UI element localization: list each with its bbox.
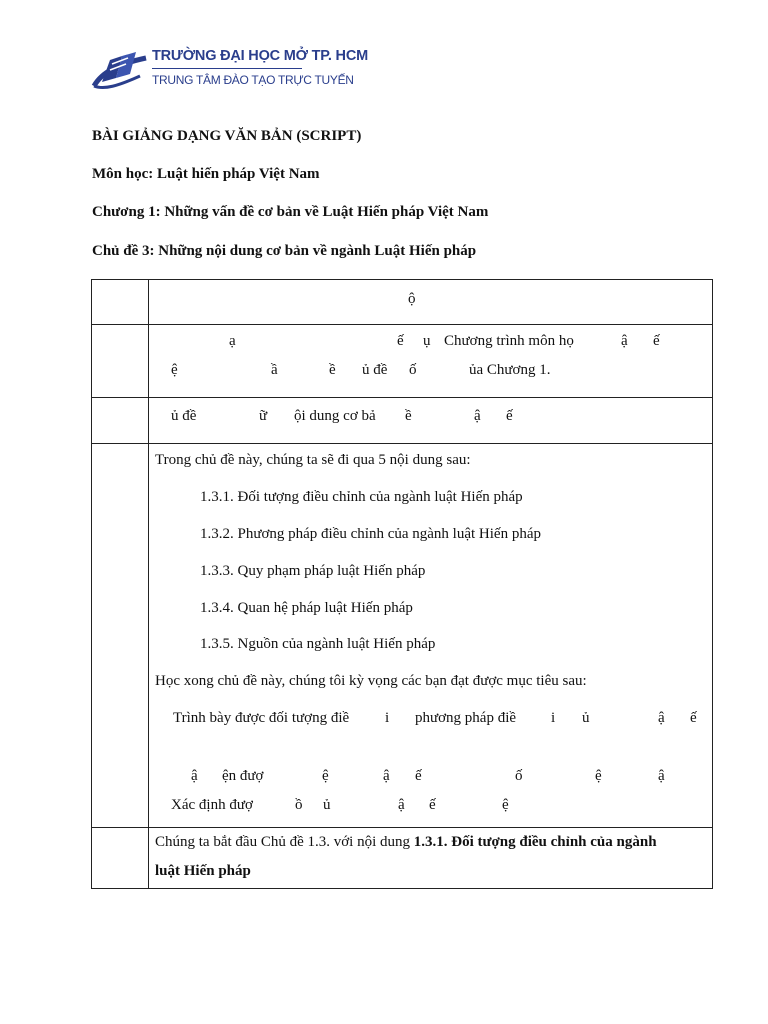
- table-cell-label: [92, 828, 149, 889]
- text-fragment: ậ: [191, 768, 198, 784]
- text-fragment: ậ: [383, 768, 390, 784]
- text-fragment: ề: [405, 408, 412, 424]
- table-cell-content: [149, 325, 713, 398]
- text-fragment: ện đượ: [222, 768, 264, 784]
- text-fragment: ệ: [322, 768, 329, 784]
- start-text: [155, 834, 657, 851]
- table-cell-label: [92, 444, 149, 828]
- text-fragment: ủ đề: [171, 408, 197, 424]
- intro-text: Trong chủ đề này, chúng ta sẽ đi qua 5 nội dung sau:: [155, 452, 471, 468]
- text-fragment: ộ: [408, 291, 416, 307]
- text-fragment: ế: [653, 333, 660, 349]
- goals-intro-text: Học xong chủ đề này, chúng tôi kỳ vọng các bạn đạt được mục tiêu sau:: [155, 673, 587, 689]
- list-item: 1.3.3. Quy phạm pháp luật Hiến pháp: [200, 563, 426, 579]
- text-fragment: ậ: [658, 710, 665, 726]
- text-fragment: ồ: [295, 797, 303, 813]
- text-fragment: Trình bày được đối tượng điề: [173, 710, 350, 726]
- table-cell-content: [149, 280, 713, 325]
- list-item: 1.3.2. Phương pháp điều chỉnh của ngành luật Hiến pháp: [200, 526, 541, 542]
- table-cell-label: [92, 398, 149, 444]
- text-fragment: ệ: [171, 362, 178, 378]
- text-fragment: ố: [409, 362, 417, 378]
- text-fragment: ề: [329, 362, 336, 378]
- text-fragment: Xác định đượ: [171, 797, 253, 813]
- text-fragment: ậ: [474, 408, 481, 424]
- table-row: [92, 280, 713, 325]
- text-fragment: ụ: [423, 333, 431, 349]
- table-row: [92, 828, 713, 889]
- list-item: 1.3.4. Quan hệ pháp luật Hiến pháp: [200, 600, 413, 616]
- text-fragment: Chương trình môn họ: [444, 333, 574, 349]
- table-cell-label: [92, 325, 149, 398]
- logo-university-name: TRƯỜNG ĐẠI HỌC MỞ TP. HCM: [152, 48, 368, 64]
- table-cell-content: [149, 398, 713, 444]
- start-text-bold-continued: luật Hiến pháp: [155, 863, 251, 879]
- text-fragment: ế: [690, 710, 697, 726]
- start-text-continued: [155, 863, 251, 880]
- logo-center-name: TRUNG TÂM ĐÀO TẠO TRỰC TUYẾN: [152, 73, 354, 87]
- text-fragment: ệ: [502, 797, 509, 813]
- text-fragment: ậ: [658, 768, 665, 784]
- table-row: [92, 398, 713, 444]
- list-item: 1.3.5. Nguồn của ngành luật Hiến pháp: [200, 636, 436, 652]
- text-fragment: ầ: [271, 362, 278, 378]
- text-fragment: ậ: [621, 333, 628, 349]
- start-text-plain: Chúng ta bắt đầu Chủ đề 1.3. với nội dung: [155, 834, 414, 850]
- chapter-heading: Chương 1: Những vấn đề cơ bản về Luật Hiến pháp Việt Nam: [92, 204, 489, 220]
- text-fragment: ế: [429, 797, 436, 813]
- text-fragment: ệ: [595, 768, 602, 784]
- text-fragment: ữ: [259, 408, 268, 424]
- text-fragment: ội dung cơ bả: [294, 408, 376, 424]
- table-row: [92, 444, 713, 828]
- text-fragment: ủ: [323, 797, 331, 813]
- table-cell-label: [92, 280, 149, 325]
- text-fragment: ế: [506, 408, 513, 424]
- text-fragment: i: [551, 710, 556, 726]
- text-fragment: i: [385, 710, 390, 726]
- text-fragment: ủa Chương 1.: [469, 362, 551, 378]
- text-fragment: ủ đề: [362, 362, 388, 378]
- start-text-bold: 1.3.1. Đối tượng điều chỉnh của ngành: [413, 834, 657, 850]
- text-fragment: phương pháp điề: [415, 710, 517, 726]
- document-title: BÀI GIẢNG DẠNG VĂN BẢN (SCRIPT): [92, 128, 362, 144]
- table-cell-content: [149, 828, 713, 889]
- book-logo-icon: [88, 42, 150, 98]
- text-fragment: ế: [415, 768, 422, 784]
- text-fragment: ạ: [229, 333, 236, 349]
- university-logo: [88, 42, 368, 98]
- subject-heading: Môn học: Luật hiến pháp Việt Nam: [92, 166, 320, 182]
- logo-divider: [152, 68, 302, 69]
- table-row: [92, 325, 713, 398]
- text-fragment: ố: [515, 768, 523, 784]
- table-cell-content: [149, 444, 713, 828]
- text-fragment: ủ: [582, 710, 590, 726]
- topic-heading: Chủ đề 3: Những nội dung cơ bản về ngành Luật Hiến pháp: [92, 243, 477, 259]
- text-fragment: ế: [397, 333, 404, 349]
- text-fragment: ậ: [398, 797, 405, 813]
- script-table: [91, 279, 713, 889]
- list-item: 1.3.1. Đối tượng điều chỉnh của ngành luật Hiến pháp: [200, 489, 523, 505]
